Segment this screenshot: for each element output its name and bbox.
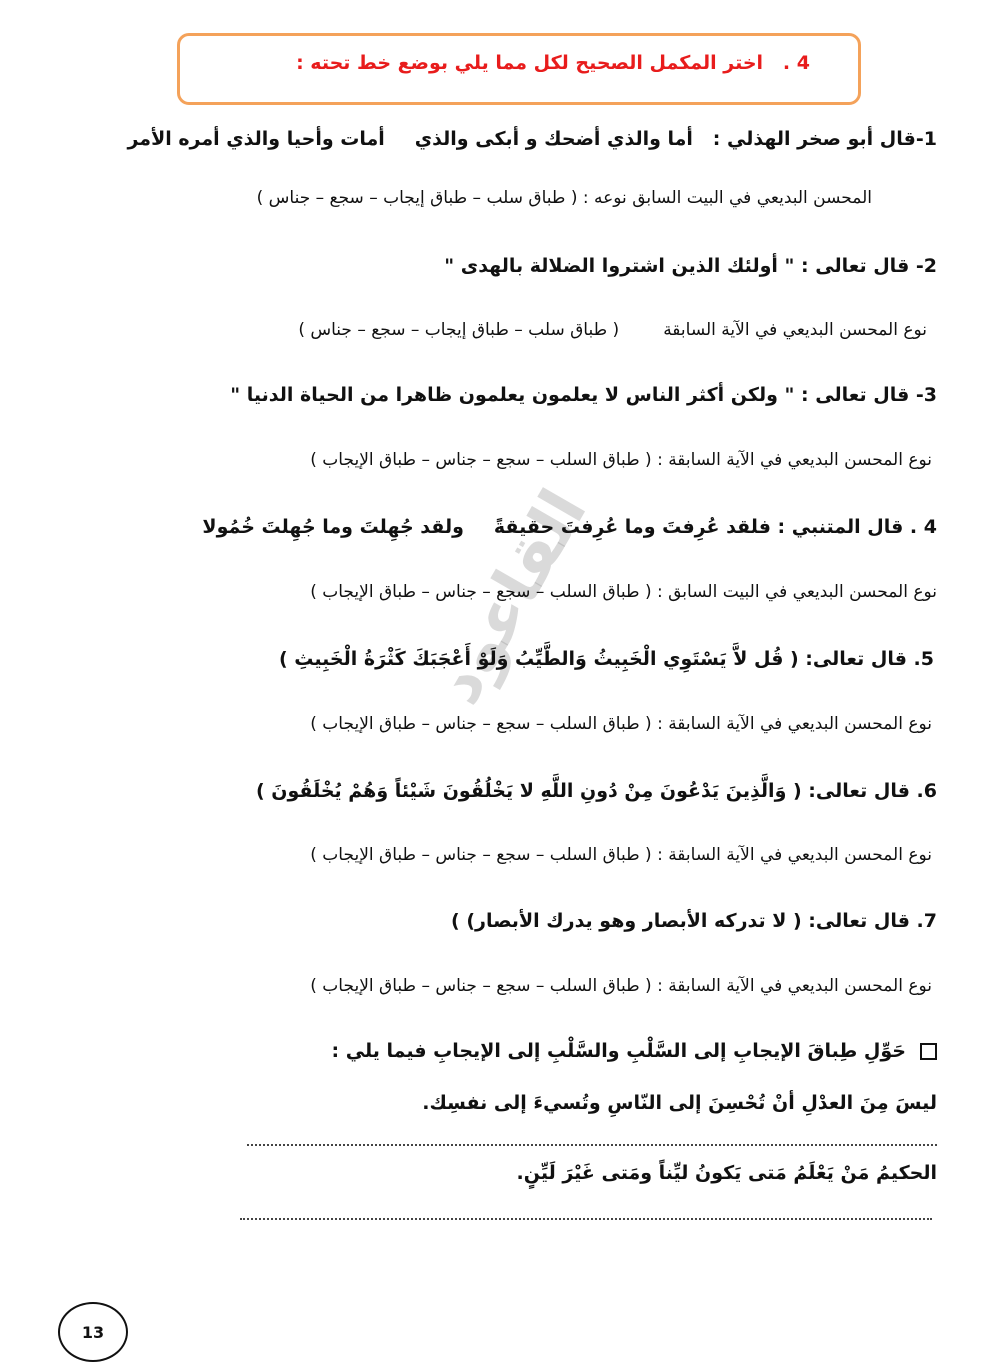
header-number: 4 . [782,52,810,74]
convert-sentence-2: الحكيمُ مَنْ يَعْلَمُ مَتى يَكونُ ليِّناً ومَتى غَيْرَ لَيِّنٍ. [516,1162,937,1184]
checkbox-icon [920,1043,937,1060]
question-2-prompt: 2- قال تعالى : " أولئك الذين اشتروا الضلالة بالهدى " [444,255,937,277]
question-2-options [298,320,927,340]
question-2-options-label: نوع المحسن البديعي في الآية السابقة [663,320,927,340]
header-title [296,52,810,74]
question-3-prompt: 3- قال تعالى : " ولكن أكثر الناس لا يعلمون يعلمون ظاهرا من الحياة الدنيا " [230,384,937,406]
header-title-text: اختر المكمل الصحيح لكل مما يلي بوضع خط تحته : [296,52,764,74]
question-1-speaker: 1-قال أبو صخر الهذلي : [712,128,937,150]
question-4-prompt [202,516,937,538]
header-box [177,33,861,105]
question-5-options: نوع المحسن البديعي في الآية السابقة : ( طباق السلب – سجع – جناس – طباق الإيجاب ) [310,714,932,734]
question-3-options: نوع المحسن البديعي في الآية السابقة : ( طباق السلب – سجع – جناس – طباق الإيجاب ) [310,450,932,470]
question-5-prompt: 5. قال تعالى: ( قُل لاَّ يَسْتَوِي الْخَبِيثُ وَالطَّيِّبُ وَلَوْ أَعْجَبَكَ كَثْرَةُ الْخَبِيثِ ) [278,648,934,670]
question-6-prompt: 6. قال تعالى: ( وَالَّذِينَ يَدْعُونَ مِنْ دُونِ اللَّهِ لا يَخْلُقُونَ شَيْئاً وَهُمْ يُخْلَقُونَ ) [255,780,937,802]
question-6-options: نوع المحسن البديعي في الآية السابقة : ( طباق السلب – سجع – جناس – طباق الإيجاب ) [310,845,932,865]
question-1-verse-a: أما والذي أضحك و أبكى والذي [414,128,693,150]
answer-line-2 [240,1218,932,1220]
question-7-options: نوع المحسن البديعي في الآية السابقة : ( طباق السلب – سجع – جناس – طباق الإيجاب ) [310,976,932,996]
convert-instruction: حَوِّلِ طِباقَ الإيجابِ إلى السَّلْبِ والسَّلْبِ إلى الإيجابِ فيما يلي : [331,1040,906,1062]
question-7-prompt: 7. قال تعالى: ( لا تدركه الأبصار وهو يدرك الأبصار) ) [451,910,937,932]
question-2-options-list: ( طباق سلب – طباق إيجاب – سجع – جناس ) [298,320,620,340]
question-1-verse-b: أمات وأحيا والذي أمره الأمر [127,128,385,150]
convert-sentence-1: ليسَ مِنَ العدْلِ أنْ تُحْسِنَ إلى النّاسِ وتُسيءَ إلى نفسِك. [422,1092,937,1114]
question-4-verse-a: 4 . قال المتنبي : فلقد عُرِفتَ وما عُرِفتَ حقيقةً [493,516,937,538]
watermark: القاعود [421,477,602,717]
convert-instruction-line [332,1040,937,1062]
question-4-verse-b: ولقد جُهِلتَ وما جُهِلتَ خُمُولا [202,516,464,538]
page-number: 13 [58,1302,128,1362]
question-1-options: المحسن البديعي في البيت السابق نوعه : ( طباق سلب – طباق إيجاب – سجع – جناس ) [256,188,872,208]
question-1-prompt [127,128,937,150]
answer-line-1 [247,1144,937,1146]
question-4-options: نوع المحسن البديعي في البيت السابق : ( طباق السلب – سجع – جناس – طباق الإيجاب ) [310,582,937,602]
